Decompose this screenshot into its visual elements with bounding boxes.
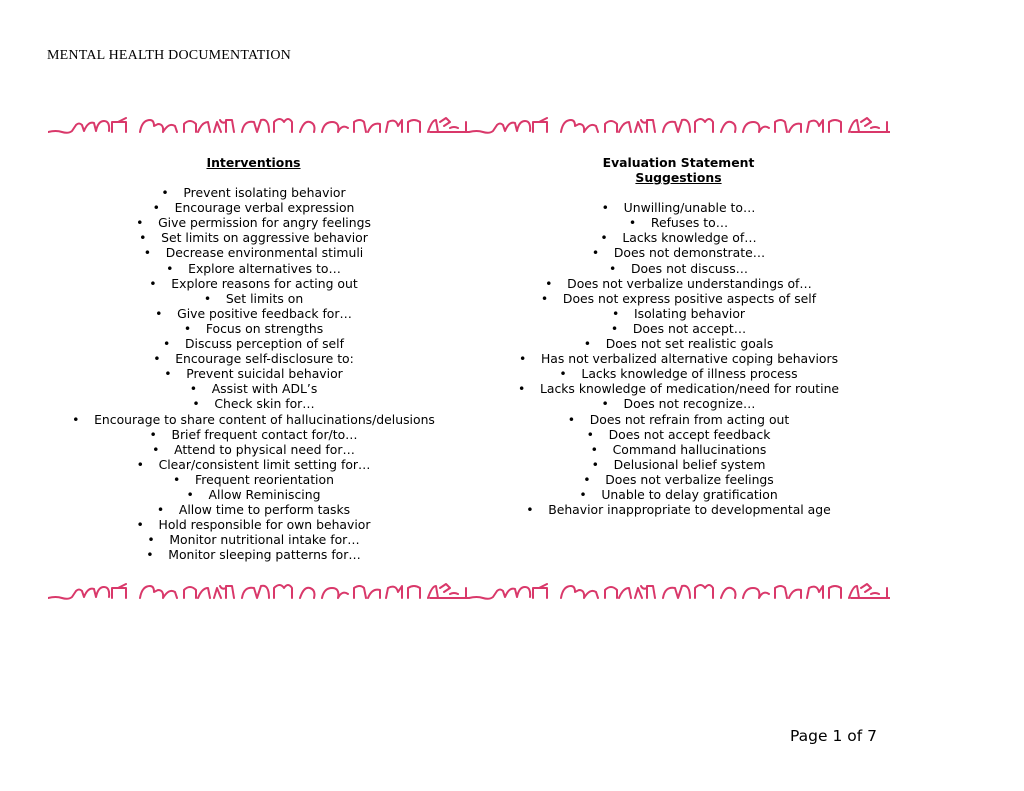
list-item xyxy=(475,396,882,411)
page-number: Page 1 of 7 xyxy=(790,727,877,745)
bullet-icon: • xyxy=(156,502,165,518)
list-item-text: Give positive feedback for… xyxy=(177,305,352,321)
evaluation-list xyxy=(475,200,882,517)
list-item-text: Does not accept feedback xyxy=(608,426,771,442)
list-item-text: Does not set realistic goals xyxy=(605,336,774,352)
border-segment-icon xyxy=(48,118,469,133)
bullet-icon: • xyxy=(611,305,620,321)
list-item xyxy=(60,336,447,351)
list-item xyxy=(60,517,447,532)
bullet-icon: • xyxy=(147,532,155,548)
list-item-text: Command hallucinations xyxy=(612,441,767,457)
border-segment-icon xyxy=(469,584,890,599)
list-item xyxy=(475,291,882,306)
list-item xyxy=(60,532,447,547)
list-item xyxy=(60,321,447,336)
list-item-text: Lacks knowledge of medication/need for routine xyxy=(539,381,840,397)
list-item-text: Does not verbalize feelings xyxy=(605,471,774,487)
list-item xyxy=(60,351,447,366)
list-item-text: Unable to delay gratification xyxy=(601,486,778,502)
evaluation-heading: Evaluation Statement xyxy=(602,155,755,170)
list-item xyxy=(475,245,882,260)
bullet-icon: • xyxy=(518,351,527,367)
bullet-icon: • xyxy=(186,486,194,502)
bullet-icon: • xyxy=(183,320,192,336)
list-item xyxy=(60,230,447,245)
list-item xyxy=(475,381,882,396)
list-item-text: Has not verbalized alternative coping behaviors xyxy=(540,351,839,367)
list-item xyxy=(60,291,447,306)
bullet-icon: • xyxy=(153,351,161,367)
bullet-icon: • xyxy=(559,366,567,382)
bullet-icon: • xyxy=(601,200,609,216)
bullet-icon: • xyxy=(166,260,174,276)
list-item-text: Delusional belief system xyxy=(613,456,766,472)
bullet-icon: • xyxy=(591,456,599,472)
list-item xyxy=(475,276,882,291)
list-item xyxy=(60,185,447,200)
bullet-icon: • xyxy=(189,381,197,397)
bullet-icon: • xyxy=(610,320,619,336)
list-item xyxy=(60,487,447,502)
list-item xyxy=(475,366,882,381)
list-item-text: Explore alternatives to… xyxy=(188,260,341,276)
list-item-text: Decrease environmental stimuli xyxy=(165,245,364,261)
bullet-icon: • xyxy=(591,245,600,261)
list-item-text: Assist with ADL’s xyxy=(211,381,318,397)
interventions-column xyxy=(60,155,447,562)
bullet-icon: • xyxy=(517,381,526,397)
list-item xyxy=(475,472,882,487)
list-item-text: Does not demonstrate… xyxy=(613,245,766,261)
list-item-text: Prevent isolating behavior xyxy=(183,185,346,201)
bullet-icon: • xyxy=(136,456,144,472)
bullet-icon: • xyxy=(601,396,609,412)
bullet-icon: • xyxy=(136,215,144,231)
list-item xyxy=(475,502,882,517)
list-item-text: Allow time to perform tasks xyxy=(178,502,351,518)
bullet-icon: • xyxy=(72,411,80,427)
list-item xyxy=(475,336,882,351)
evaluation-subheading: Suggestions xyxy=(635,170,722,186)
list-item xyxy=(60,306,447,321)
list-item-text: Frequent reorientation xyxy=(195,471,334,487)
decorative-border-bottom xyxy=(48,582,890,604)
bullet-icon: • xyxy=(146,547,154,563)
list-item-text: Explore reasons for acting out xyxy=(171,275,358,291)
list-item-text: Does not accept… xyxy=(632,320,747,336)
list-item-text: Check skin for… xyxy=(214,396,315,412)
list-item xyxy=(60,502,447,517)
list-item xyxy=(60,427,447,442)
list-item xyxy=(60,276,447,291)
list-item-text: Encourage verbal expression xyxy=(174,200,355,216)
bullet-icon: • xyxy=(164,366,172,382)
bullet-icon: • xyxy=(608,260,617,276)
list-item xyxy=(475,427,882,442)
bullet-icon: • xyxy=(600,230,608,246)
list-item xyxy=(60,472,447,487)
list-item-text: Refuses to… xyxy=(650,215,729,231)
list-item-text: Does not refrain from acting out xyxy=(589,411,790,427)
bullet-icon: • xyxy=(161,185,169,201)
bullet-icon: • xyxy=(149,426,157,442)
bullet-icon: • xyxy=(139,230,147,246)
bullet-icon: • xyxy=(583,471,591,487)
list-item xyxy=(475,261,882,276)
list-item xyxy=(60,261,447,276)
border-segment-icon xyxy=(48,584,469,599)
list-item xyxy=(60,215,447,230)
list-item-text: Focus on strengths xyxy=(205,320,324,336)
bullet-icon: • xyxy=(192,396,200,412)
bullet-icon: • xyxy=(586,426,594,442)
bullet-icon: • xyxy=(173,471,181,487)
list-item xyxy=(475,215,882,230)
list-item xyxy=(475,306,882,321)
bullet-icon: • xyxy=(628,215,637,231)
bullet-icon: • xyxy=(143,245,152,261)
list-item xyxy=(60,366,447,381)
bullet-icon: • xyxy=(155,305,163,321)
decorative-border-top xyxy=(48,116,890,138)
bullet-icon: • xyxy=(203,290,212,306)
list-item xyxy=(475,412,882,427)
list-item-text: Hold responsible for own behavior xyxy=(158,517,371,533)
list-item-text: Allow Reminiscing xyxy=(208,486,321,502)
list-item-text: Attend to physical need for… xyxy=(174,441,355,457)
list-item xyxy=(475,321,882,336)
bullet-icon: • xyxy=(579,486,587,502)
list-item-text: Monitor nutritional intake for… xyxy=(169,532,360,548)
list-item xyxy=(475,230,882,245)
list-item-text: Lacks knowledge of illness process xyxy=(581,366,798,382)
list-item-text: Clear/consistent limit setting for… xyxy=(158,456,371,472)
list-item-text: Does not verbalize understandings of… xyxy=(567,275,812,291)
list-item xyxy=(475,442,882,457)
border-segment-icon xyxy=(469,118,890,133)
bullet-icon: • xyxy=(152,441,160,457)
list-item-text: Encourage self-disclosure to: xyxy=(175,351,354,367)
list-item-text: Isolating behavior xyxy=(633,305,746,321)
bullet-icon: • xyxy=(136,517,144,533)
interventions-list xyxy=(60,185,447,562)
document-header-title: MENTAL HEALTH DOCUMENTATION xyxy=(47,48,291,63)
list-item-text: Brief frequent contact for/to… xyxy=(171,426,358,442)
list-item-text: Does not discuss… xyxy=(630,260,749,276)
list-item-text: Unwilling/unable to… xyxy=(623,200,756,216)
list-item xyxy=(475,487,882,502)
bullet-icon: • xyxy=(583,336,591,352)
list-item xyxy=(60,381,447,396)
bullet-icon: • xyxy=(545,275,553,291)
bullet-icon: • xyxy=(590,441,598,457)
list-item xyxy=(60,200,447,215)
list-item-text: Set limits on aggressive behavior xyxy=(161,230,368,246)
list-item-text: Behavior inappropriate to developmental age xyxy=(548,502,831,518)
list-item xyxy=(60,245,447,260)
list-item-text: Does not recognize… xyxy=(623,396,756,412)
list-item xyxy=(475,457,882,472)
bullet-icon: • xyxy=(152,200,160,216)
list-item-text: Monitor sleeping patterns for… xyxy=(168,547,361,563)
bullet-icon: • xyxy=(567,411,576,427)
list-item xyxy=(60,547,447,562)
bullet-icon: • xyxy=(526,502,534,518)
list-item-text: Lacks knowledge of… xyxy=(622,230,757,246)
bullet-icon: • xyxy=(162,336,171,352)
bullet-icon: • xyxy=(540,290,549,306)
list-item xyxy=(60,412,447,427)
list-item xyxy=(475,351,882,366)
interventions-heading: Interventions xyxy=(206,155,301,170)
list-item-text: Set limits on xyxy=(225,290,304,306)
list-item-text: Give permission for angry feelings xyxy=(158,215,371,231)
list-item-text: Does not express positive aspects of self xyxy=(562,290,817,306)
list-item xyxy=(60,457,447,472)
list-item-text: Prevent suicidal behavior xyxy=(186,366,343,382)
list-item xyxy=(475,200,882,215)
list-item xyxy=(60,396,447,411)
list-item xyxy=(60,442,447,457)
evaluation-column xyxy=(475,155,882,517)
list-item-text: Discuss perception of self xyxy=(184,336,344,352)
bullet-icon: • xyxy=(149,275,157,291)
list-item-text: Encourage to share content of hallucinations/delusions xyxy=(94,411,435,427)
